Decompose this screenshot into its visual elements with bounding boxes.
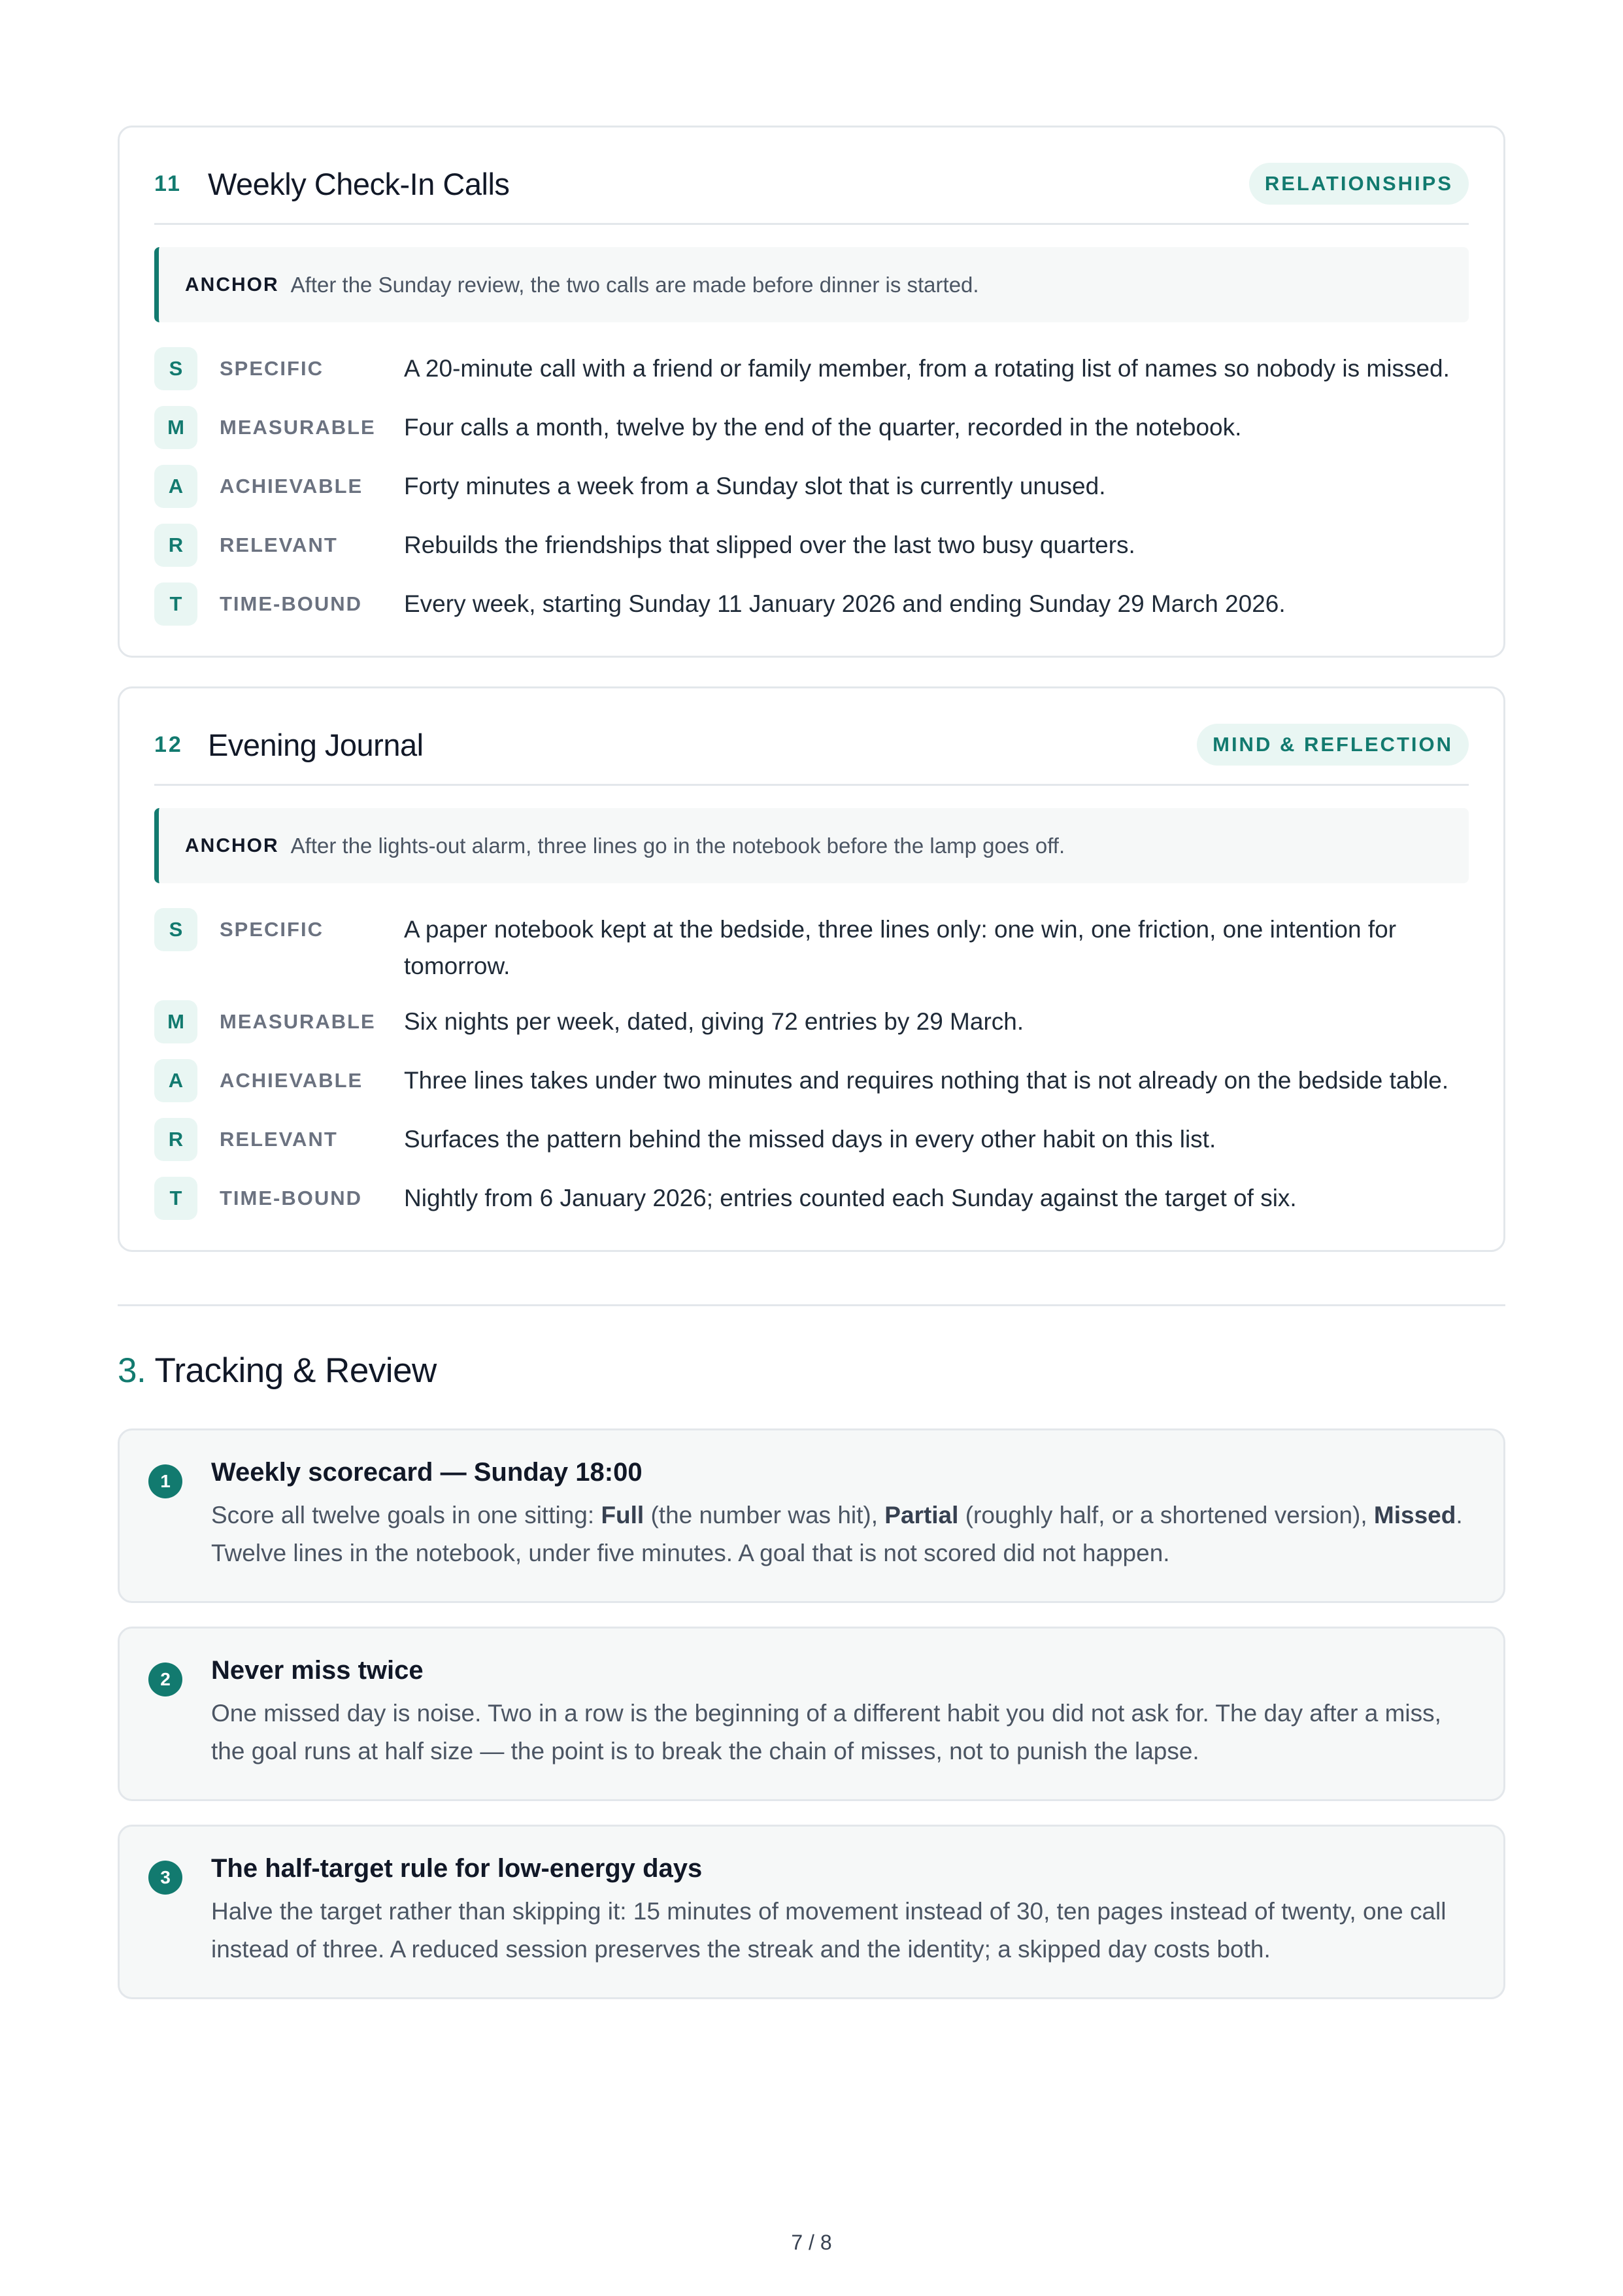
smart-row <box>154 582 1469 626</box>
step-text: (the number was hit), <box>644 1502 885 1528</box>
goal-title: Weekly Check-In Calls <box>208 166 510 201</box>
smart-key: TIME-BOUND <box>220 592 363 615</box>
step-number: 2 <box>148 1663 182 1697</box>
smart-value: Every week, starting Sunday 11 January 2026 and ending Sunday 29 March 2026. <box>404 590 1286 617</box>
goal-card <box>118 686 1505 1252</box>
goal-card <box>118 126 1505 658</box>
category-badge: RELATIONSHIPS <box>1249 163 1469 205</box>
goal-header <box>154 160 1469 225</box>
goal-number: 12 <box>154 732 183 757</box>
score-missed: Missed <box>1373 1502 1456 1528</box>
anchor-callout <box>154 247 1469 322</box>
smart-row <box>154 347 1469 390</box>
review-step <box>118 1825 1505 1999</box>
smart-list <box>154 908 1469 1220</box>
anchor-text: After the lights-out alarm, three lines go in the notebook before the lamp goes off. <box>290 833 1065 858</box>
smart-key: SPECIFIC <box>220 918 324 941</box>
smart-value: Surfaces the pattern behind the missed days in every other habit on this list. <box>404 1126 1216 1153</box>
step-text: . Twelve lines in the notebook, under five minutes. A goal that is not scored did not happen. <box>211 1502 1463 1566</box>
step-title: Weekly scorecard — Sunday 18:00 <box>211 1458 643 1487</box>
smart-value: Forty minutes a week from a Sunday slot that is currently unused. <box>404 473 1106 499</box>
step-title: Never miss twice <box>211 1656 424 1685</box>
goal-header <box>154 721 1469 786</box>
review-step <box>118 1428 1505 1603</box>
anchor-callout <box>154 808 1469 883</box>
smart-row <box>154 908 1469 985</box>
section-heading <box>118 1351 1505 1391</box>
smart-key: SPECIFIC <box>220 357 324 380</box>
step-number: 1 <box>148 1464 182 1498</box>
smart-key: ACHIEVABLE <box>220 1069 363 1092</box>
step-body: One missed day is noise. Two in a row is the beginning of a different habit you did not ask for. The day after a miss, the goal runs at half size — the point is to break the chain of misses, not to punish the lapse. <box>211 1700 1441 1764</box>
goal-number: 11 <box>154 171 182 196</box>
review-step <box>118 1627 1505 1801</box>
anchor-label: ANCHOR <box>185 834 279 856</box>
score-partial: Partial <box>884 1502 959 1528</box>
smart-letter: M <box>154 406 197 449</box>
smart-letter: S <box>154 347 197 390</box>
smart-row <box>154 1059 1469 1102</box>
step-body: Halve the target rather than skipping it: 15 minutes of movement instead of 30, ten pages instead of twenty, one call instead of three. A reduced session preserves the streak and the identity; a skipped day costs both. <box>211 1898 1447 1963</box>
smart-key: TIME-BOUND <box>220 1187 363 1209</box>
smart-letter: T <box>154 582 197 626</box>
smart-letter: T <box>154 1177 197 1220</box>
smart-key: RELEVANT <box>220 533 338 556</box>
anchor-label: ANCHOR <box>185 273 279 295</box>
category-badge: MIND & REFLECTION <box>1197 724 1469 766</box>
step-text: Score all twelve goals in one sitting: <box>211 1502 601 1528</box>
page-number: 7 / 8 <box>791 2231 832 2254</box>
score-full: Full <box>601 1502 644 1528</box>
smart-list <box>154 347 1469 626</box>
smart-row <box>154 465 1469 508</box>
section-divider <box>118 1304 1505 1306</box>
smart-key: MEASURABLE <box>220 1010 376 1033</box>
smart-row <box>154 406 1469 449</box>
anchor-text: After the Sunday review, the two calls are made before dinner is started. <box>290 272 979 297</box>
goal-title: Evening Journal <box>208 727 424 762</box>
step-number: 3 <box>148 1861 182 1895</box>
smart-value: Three lines takes under two minutes and requires nothing that is not already on the bedside table. <box>404 1067 1449 1094</box>
smart-key: ACHIEVABLE <box>220 475 363 498</box>
smart-row <box>154 1000 1469 1043</box>
review-steps <box>118 1428 1505 1999</box>
smart-value: Six nights per week, dated, giving 72 entries by 29 March. <box>404 1008 1024 1035</box>
smart-letter: M <box>154 1000 197 1043</box>
step-body <box>211 1496 1469 1572</box>
smart-row <box>154 1118 1469 1161</box>
section-title: Tracking & Review <box>154 1351 437 1390</box>
smart-letter: A <box>154 1059 197 1102</box>
smart-letter: A <box>154 465 197 508</box>
smart-letter: S <box>154 908 197 951</box>
smart-letter: R <box>154 1118 197 1161</box>
smart-letter: R <box>154 524 197 567</box>
smart-value: Rebuilds the friendships that slipped over the last two busy quarters. <box>404 532 1135 558</box>
smart-value: Nightly from 6 January 2026; entries counted each Sunday against the target of six. <box>404 1185 1297 1211</box>
smart-value: Four calls a month, twelve by the end of the quarter, recorded in the notebook. <box>404 414 1242 441</box>
smart-row <box>154 1177 1469 1220</box>
smart-value: A 20-minute call with a friend or family member, from a rotating list of names so nobody is missed. <box>404 355 1450 382</box>
smart-key: MEASURABLE <box>220 416 376 439</box>
smart-value: A paper notebook kept at the bedside, three lines only: one win, one friction, one intention for tomorrow. <box>404 916 1397 979</box>
step-text: (roughly half, or a shortened version), <box>958 1502 1374 1528</box>
smart-key: RELEVANT <box>220 1128 338 1151</box>
page-content <box>118 126 1505 2023</box>
step-title: The half-target rule for low-energy days <box>211 1854 703 1883</box>
section-number: 3. <box>118 1351 146 1390</box>
smart-row <box>154 524 1469 567</box>
